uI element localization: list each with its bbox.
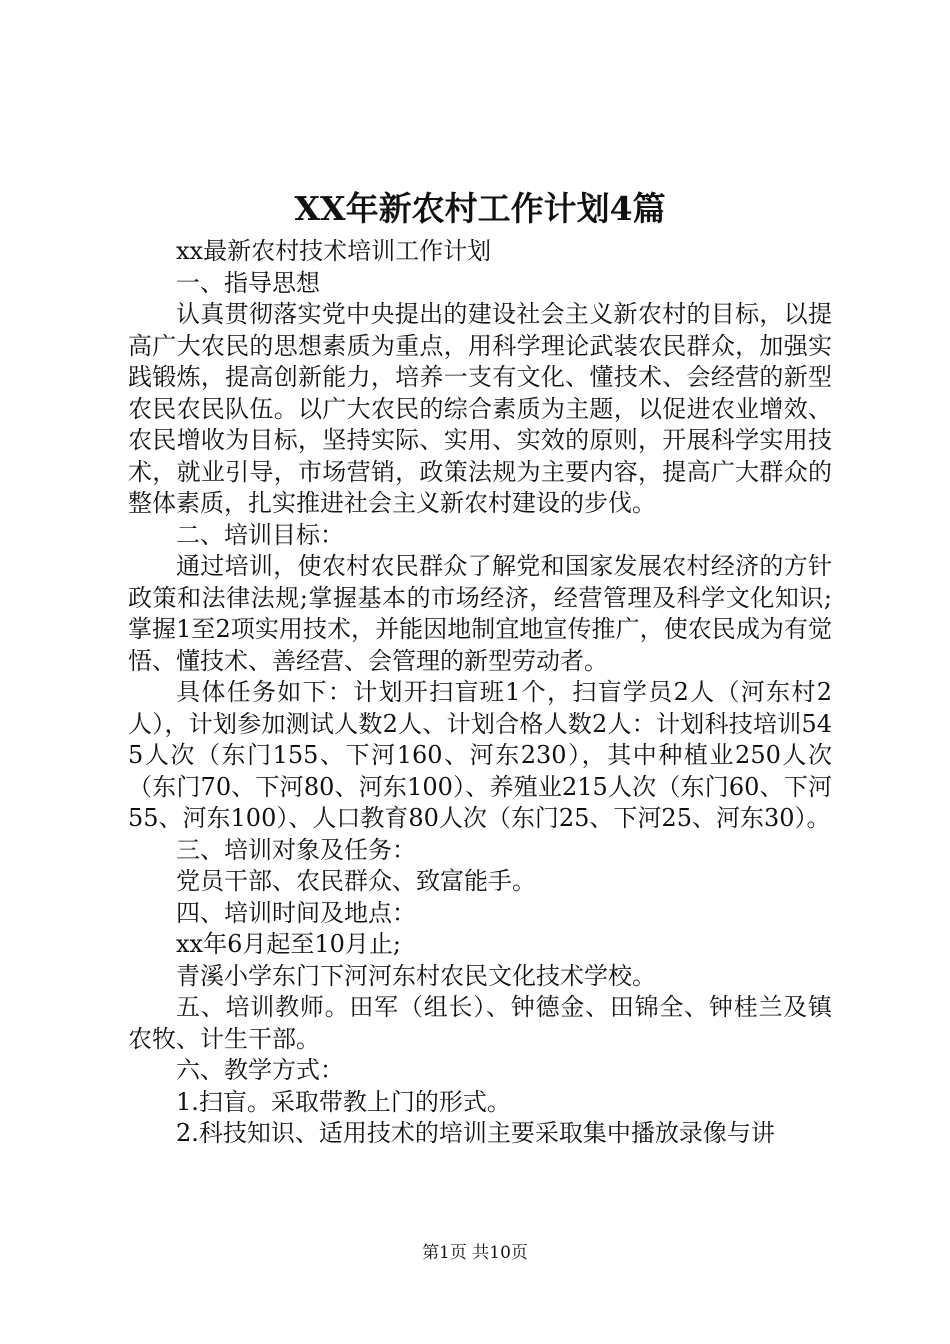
section-heading-training-goals: 二、培训目标： xyxy=(176,520,344,549)
document-page xyxy=(128,0,832,1344)
paragraph-training-time: xx年6月起至10月止; xyxy=(176,930,401,958)
paragraph-training-teachers: 五、培训教师。田军（组长）、钟德金、田锦全、钟桂兰及镇农牧、计生干部。 xyxy=(128,993,832,1053)
paragraph-specific-tasks: 具体任务如下：计划开扫盲班1个，扫盲学员2人（河东村2人），计划参加测试人数2人、计划合格人数2人：计划科技培训545人次（东门155、下河160、河东230），其中种植业250人次（东门70、下河80、河东100）、养殖业215人次（东门60、下河55、河东100）、人口教育80人次（东门25、下河25、河东30）。 xyxy=(128,678,832,832)
section-heading-training-targets: 三、培训对象及任务： xyxy=(176,835,416,864)
paragraph-method-literacy: 1.扫盲。采取带教上门的形式。 xyxy=(176,1087,511,1116)
section-heading-teaching-methods: 六、教学方式： xyxy=(176,1056,344,1084)
paragraph-training-place: 青溪小学东门下河河东村农民文化技术学校。 xyxy=(176,961,656,990)
paragraph-method-technology: 2.科技知识、适用技术的培训主要采取集中播放录像与讲 xyxy=(176,1119,775,1147)
document-body xyxy=(128,236,832,1150)
document-title: XX年新农村工作计划4篇 xyxy=(294,189,666,228)
section-heading-guiding-thought: 一、指导思想 xyxy=(176,268,320,297)
paragraph-guiding-thought: 认真贯彻落实党中央提出的建设社会主义新农村的目标，以提高广大农民的思想素质为重点，用科学理论武装农民群众，加强实践锻炼，提高创新能力，培养一支有文化、懂技术、会经营的新型农民农民队伍。以广大农民的综合素质为主题，以促进农业增效、农民增收为目标，坚持实际、实用、实效的原则，开展科学实用技术，就业引导，市场营销，政策法规为主要内容，提高广大群众的整体素质，扎实推进社会主义新农村建设的步伐。 xyxy=(128,300,832,517)
page-indicator: 第1页 共10页 xyxy=(422,1243,528,1263)
paragraph-subtitle: xx最新农村技术培训工作计划 xyxy=(176,237,492,265)
paragraph-training-targets: 党员干部、农民群众、致富能手。 xyxy=(176,867,536,895)
paragraph-training-goals: 通过培训，使农村农民群众了解党和国家发展农村经济的方针政策和法律法规;掌握基本的市场经济，经营管理及科学文化知识;掌握1至2项实用技术，并能因地制宜地宣传推广，使农民成为有觉悟、懂技术、善经营、会管理的新型劳动者。 xyxy=(128,552,832,675)
section-heading-time-place: 四、培训时间及地点： xyxy=(176,898,416,927)
